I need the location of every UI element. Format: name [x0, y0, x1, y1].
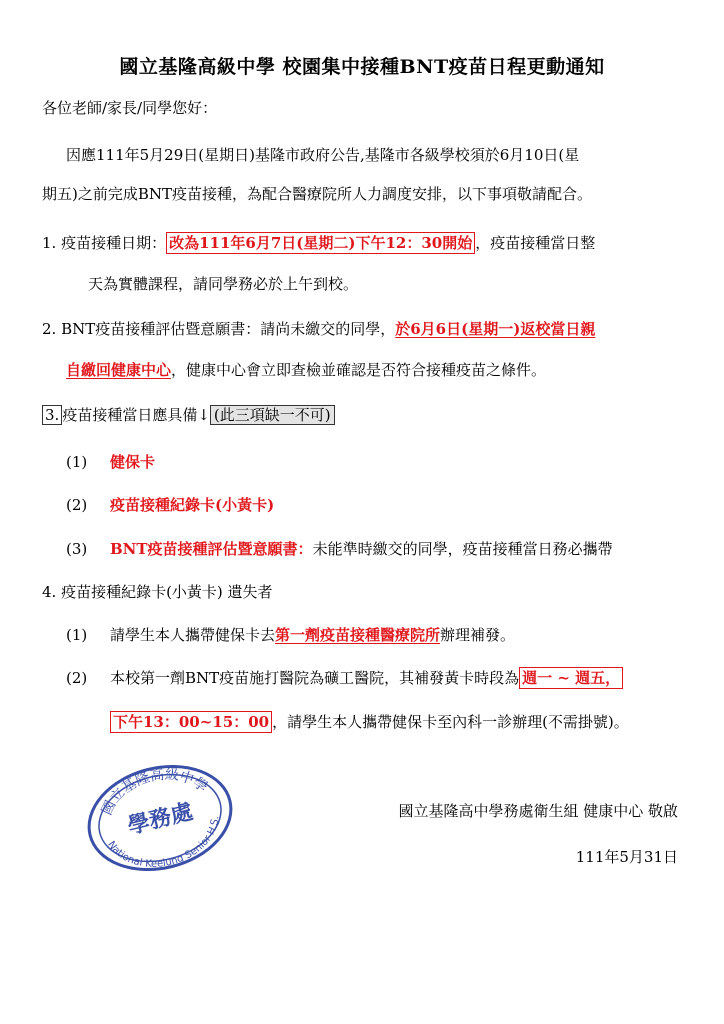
- item-4-sub-2-highlight-1: 週一 ~ 週五，: [519, 667, 623, 689]
- intro-line-1: 因應111年5月29日(星期日)基隆市政府公告,基隆市各級學校須於6月10日(星: [66, 146, 580, 164]
- item-4-heading: 4. 疫苗接種紀錄卡(小黃卡) 遺失者: [42, 583, 273, 601]
- item-2-prefix: 2. BNT疫苗接種評估暨意願書：請尚未繳交的同學，: [42, 320, 396, 338]
- item-3-sub-1-num: (1): [66, 453, 88, 471]
- page-title: 國立基隆高級中學 校園集中接種BNT疫苗日程更動通知: [119, 56, 605, 78]
- greeting: 各位老師/家長/同學您好：: [42, 99, 218, 117]
- item-3-sub-3-text: 未能準時繳交的同學，疫苗接種當日務必攜帶: [312, 540, 613, 558]
- item-4-sub-2-line-2: [110, 711, 629, 733]
- item-1-line-2: 天為實體課程，請同學務必於上午到校。: [88, 275, 359, 293]
- item-1-line-1: [42, 232, 595, 254]
- item-4-sub-1-prefix: 請學生本人攜帶健保卡去: [110, 626, 276, 644]
- intro-line-2: 期五)之前完成BNT疫苗接種，為配合醫療院所人力調度安排，以下事項敬請配合。: [42, 185, 593, 203]
- item-3-sub-1: [66, 451, 155, 473]
- item-3-sub-3-highlight: BNT疫苗接種評估暨意願書：: [110, 540, 313, 558]
- item-3-required-note: (此三項缺一不可): [210, 405, 335, 425]
- stamp-center-text: 學務處: [125, 798, 196, 840]
- item-3-text: 疫苗接種當日應具備↓: [62, 406, 210, 424]
- item-3-sub-3: [66, 538, 613, 560]
- stamp-bottom-text: National Keelung Senior H.S.: [105, 815, 222, 870]
- signature: 國立基隆高中學務處衛生組 健康中心 敬啟: [398, 802, 678, 820]
- item-4-sub-1-suffix: 辦理補發。: [440, 626, 516, 644]
- notice-date: 111年5月31日: [575, 848, 678, 866]
- item-3-sub-2-text: 疫苗接種紀錄卡(小黃卡): [110, 496, 275, 514]
- item-2-line-2: [66, 359, 546, 381]
- item-4-sub-2-num: (2): [66, 669, 88, 687]
- item-4-sub-2-line-1: [66, 667, 623, 689]
- item-1-prefix: 1. 疫苗接種日期：: [42, 234, 167, 252]
- item-4-sub-2-prefix: 本校第一劑BNT疫苗施打醫院為礦工醫院，其補發黃卡時段為: [110, 669, 520, 687]
- item-2-line-1: [42, 318, 595, 340]
- item-1-date-highlight: 改為111年6月7日(星期二)下午12：30開始: [166, 232, 475, 254]
- item-2-highlight-1: 於6月6日(星期一)返校當日親: [395, 320, 596, 338]
- school-stamp: [82, 762, 238, 874]
- item-4-sub-2-highlight-2: 下午13：00~15：00: [110, 711, 272, 733]
- item-3-heading: [42, 404, 335, 426]
- item-2-suffix: ，健康中心會立即查檢並確認是否符合接種疫苗之條件。: [171, 361, 547, 379]
- item-3-sub-1-text: 健保卡: [110, 453, 156, 471]
- item-3-sub-3-num: (3): [66, 540, 88, 558]
- item-1-suffix: ，疫苗接種當日整: [475, 234, 596, 252]
- item-4-sub-1: [66, 624, 515, 646]
- item-4-sub-2-suffix: ，請學生本人攜帶健保卡至內科一診辦理(不需掛號)。: [272, 713, 629, 731]
- stamp-top-text: 國立基隆高級中學: [98, 766, 211, 818]
- item-2-highlight-2: 自繳回健康中心: [66, 361, 172, 379]
- item-4-sub-1-num: (1): [66, 626, 88, 644]
- item-4-sub-1-highlight: 第一劑疫苗接種醫療院所: [275, 626, 441, 644]
- item-3-sub-2: [66, 494, 274, 516]
- item-3-number: 3.: [42, 405, 62, 425]
- item-3-sub-2-num: (2): [66, 496, 88, 514]
